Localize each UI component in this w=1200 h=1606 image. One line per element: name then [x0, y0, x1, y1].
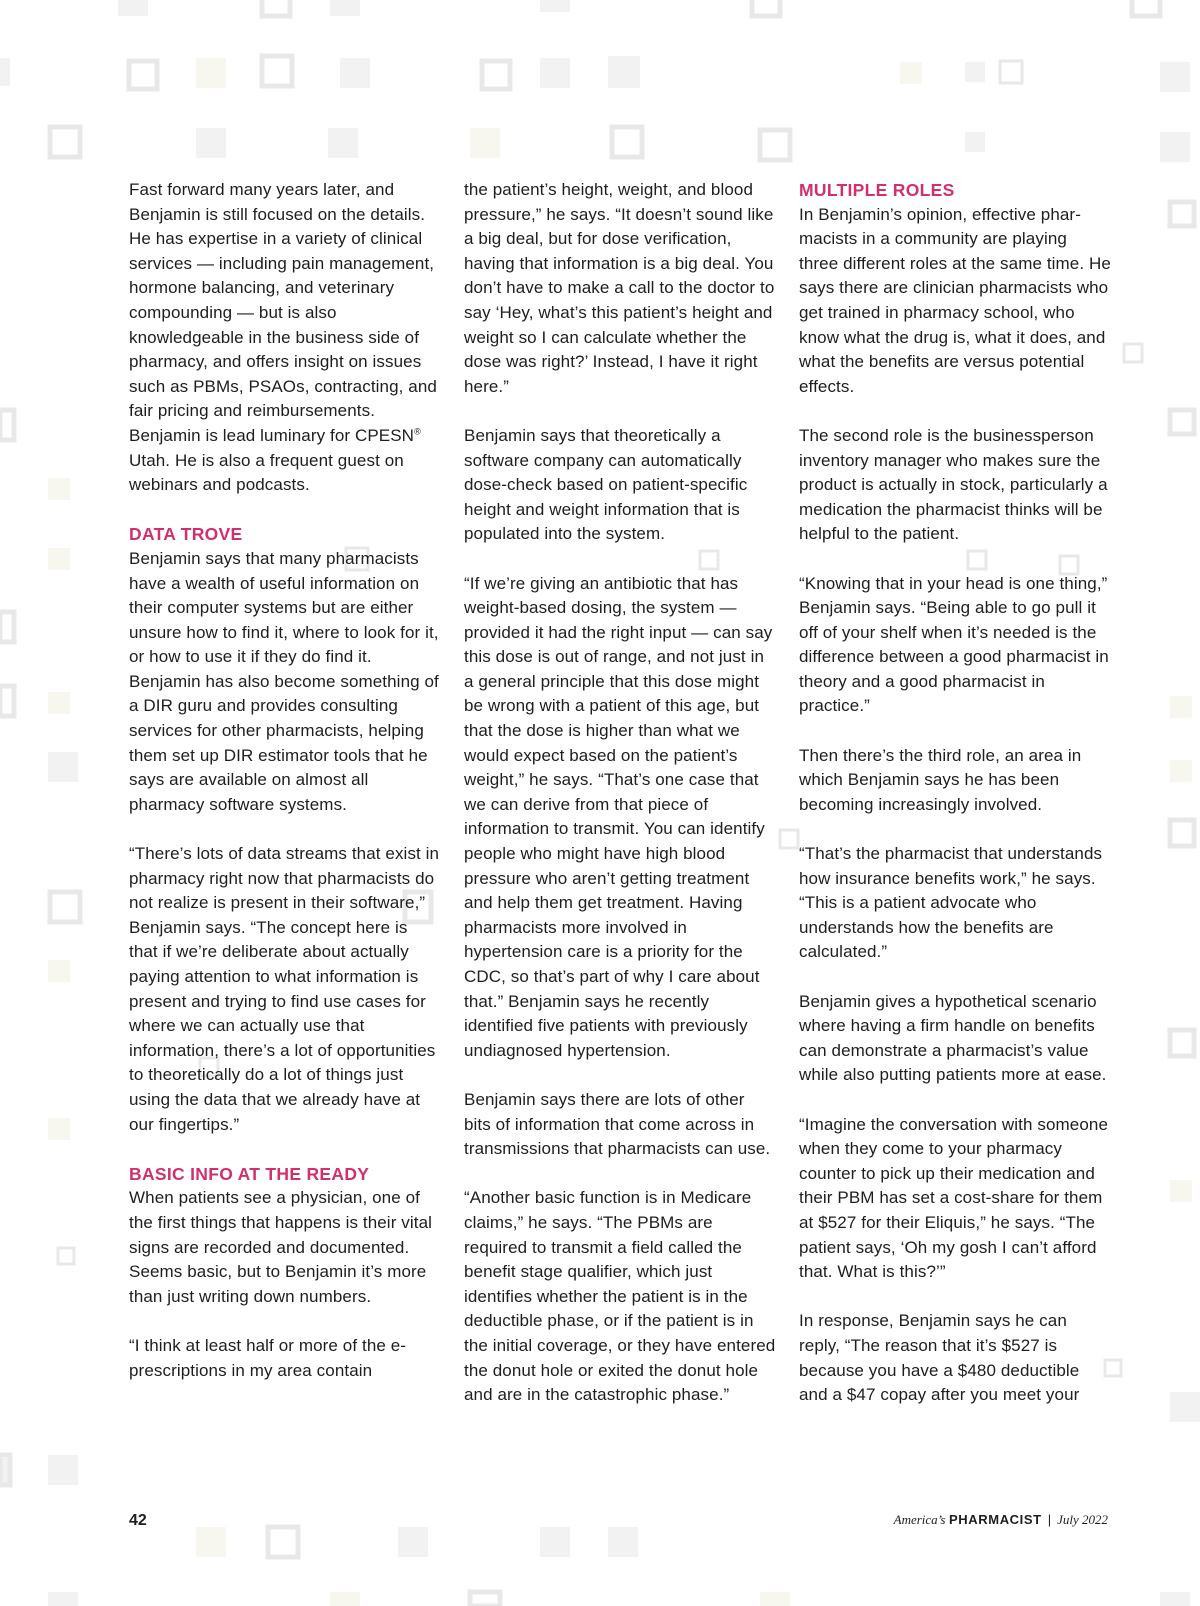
registered-mark: ®	[414, 426, 421, 437]
footer-masthead	[894, 1512, 1108, 1528]
body-paragraph: “Knowing that in your head is one thing,” Benjamin says. “Being able to go pull it off of your shelf when it’s needed is the difference between a good pharmacist in theory and a good pharmacist in practice.”	[799, 573, 1109, 716]
body-paragraph: Benjamin gives a hypothetical scenario where having a firm handle on benefits can demonstrate a pharmacist’s value while also putting patients more at ease.	[799, 991, 1107, 1085]
issue-date: July 2022	[1057, 1512, 1108, 1527]
body-paragraph: “Imagine the conversation with someone when they come to your pharmacy counter to pick up their medication and their PBM has set a cost-share for them at $527 for their Eliquis,” he says. “The patient says, ‘Oh my gosh I can’t afford that. What is this?’”	[799, 1114, 1109, 1282]
section-heading-multiple-roles: MULTIPLE ROLES	[799, 180, 955, 200]
body-paragraph: “That’s the pharmacist that understands how insurance benefits work,” he says. “This is a patient advocate who understands how the benefits are calculated.”	[799, 844, 1103, 962]
body-paragraph: The second role is the businessperson inventory manager who makes sure the product is actually in stock, particularly a medication the pharmacist thinks will be helpful to the patient.	[799, 425, 1108, 544]
body-paragraph: Then there’s the third role, an area in which Benjamin says he has been becoming increasingly involved.	[799, 745, 1082, 814]
article-column-2	[464, 178, 776, 1408]
section-heading-data-trove: DATA TROVE	[129, 524, 243, 545]
body-paragraph: “I think at least half or more of the e-prescriptions in my area contain	[129, 1335, 407, 1380]
article-column-3	[799, 178, 1111, 1408]
body-paragraph: the patient’s height, weight, and blood pressure,” he says. “It doesn’t sound like a big deal, but for dose verification, having that information is a big deal. You don’t have to make a call to the doctor to say ‘Hey, what’s this patient’s height and weight so I can calculate whether the dose was right?’ Instead, I have it right here.”	[464, 180, 775, 396]
body-paragraph: When patients see a physician, one of the first things that happens is their vital signs are recorded and documented. Seems basic, but to Benjamin it’s more than just writing down numbers.	[129, 1188, 433, 1306]
masthead-separator: |	[1047, 1512, 1052, 1527]
publication-name: PHARMACIST	[949, 1512, 1042, 1527]
body-paragraph: “There’s lots of data streams that exist in pharmacy right now that pharmacists do not realize is present in their software,” Benjamin says. “The concept here is that if we’re deliberate about actually paying attention to what information is present and trying to find use cases for where we can actually use that information, there’s a lot of opportunities to theoretically do a lot of things just using the data that we already have at our fingertips.”	[129, 844, 440, 1134]
body-paragraph: Benjamin says there are lots of other bits of information that come across in transmissions that pharmacists can use.	[464, 1089, 771, 1159]
article-column-1	[129, 178, 441, 1383]
body-paragraph: Benjamin says that many pharmacists have a wealth of useful information on their computer systems but are either unsure how to find it, where to look for it, or how to use it if they do find it. Benjamin has also become something of a DIR guru and provides consulting services for other pharmacists, helping them set up DIR estimator tools that he says are available on almost all pharmacy software systems.	[129, 548, 439, 814]
body-paragraph: Benjamin says that theoretically a software company can automatically dose-check based on patient-specific height and weight information that is populated into the system.	[464, 425, 748, 544]
body-paragraph: In response, Benjamin says he can reply, “The reason that it’s $527 is because you have a $480 deductible and a $47 copay after you meet your	[799, 1311, 1080, 1405]
body-paragraph: “Another basic function is in Medicare claims,” he says. “The PBMs are required to transmit a field called the benefit stage qualifier, which just identifies whether the patient is in the deductible phase, or if the patient is in the initial coverage, or they have entered the donut hole or exited the donut hole and are in the catastrophic phase.”	[464, 1188, 776, 1405]
page-number: 42	[129, 1512, 147, 1529]
body-paragraph: Fast forward many years later, and Benjamin is still focused on the details. He has expertise in a variety of clinical services — including pain management, hormone balancing, and veterinary compounding — but is also knowledgeable in the business side of pharmacy, and offers insight on issues such as PBMs, PSAOs, contracting, and fair pricing and reimbursements. Benjamin is lead luminary for CPESN® Utah. He is also a frequent guest on webinars and podcasts.	[129, 180, 437, 495]
section-heading-basic-info: BASIC INFO AT THE READY	[129, 1163, 370, 1184]
body-paragraph: In Benjamin’s opinion, effective pharmacists in a community are playing three different roles at the same time. He says there are clinician pharmacists who get trained in pharmacy school, who know what the drug is, what it does, and what the benefits are versus potential effects.	[799, 204, 1111, 396]
publication-prefix: America’s	[893, 1512, 946, 1527]
body-paragraph: “If we’re giving an antibiotic that has weight-based dosing, the system — provided it had the right input — can say this dose is out of range, and not just in a general principle that this dose might be wrong with a patient of this age, but that the dose is higher than what we would expect based on the patient’s weight,” he says. “That’s one case that we can derive from that piece of information to transmit. You can identify people who might have high blood pressure who aren’t getting treatment and help them get treatment. Having pharmacists more involved in hypertension care is a priority for the CDC, so that’s part of why I care about that.” Benjamin says he recently identified five patients with previously undiagnosed hypertension.	[464, 573, 773, 1060]
